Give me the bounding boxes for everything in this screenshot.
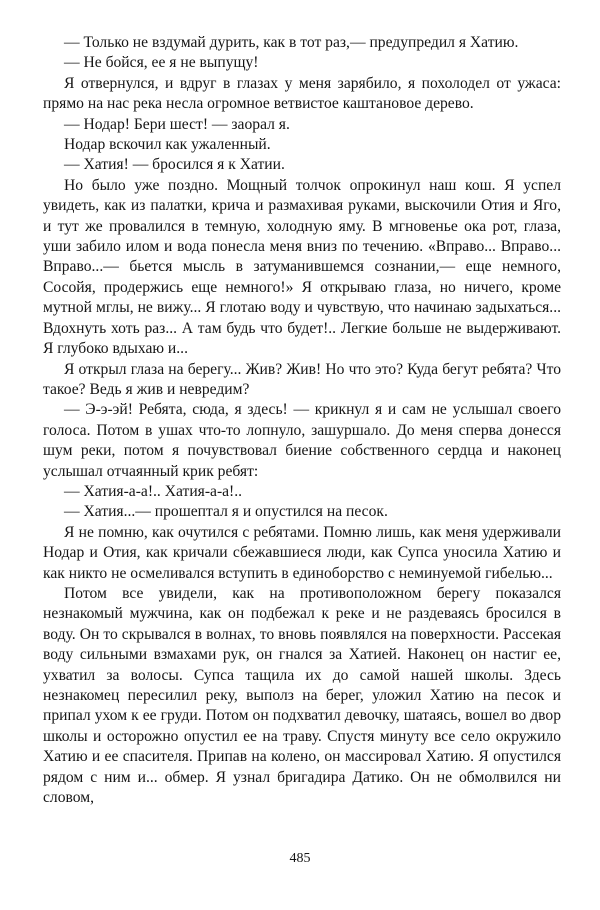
paragraph: Но было уже поздно. Мощный толчок опрокинул наш кош. Я успел увидеть, как из палатки, крича и размахивая руками, выскочили Отия и Яго, и тут же провалился в темную, холодную яму. В мгновенье ока рот, глаза, уши забило илом и вода понесла меня вниз по течению. «Вправо... Вправо... Вправо...— бьется мысль в затуманившемся сознании,— еще немного, Сосойя, продержись еще немного!» Я открываю глаза, но ничего, кроме мутной мглы, не вижу... Я глотаю воду и чувствую, что начинаю задыхаться... Вдохнуть хоть раз... А там будь что будет!.. Легкие больше не выдерживают. Я глубоко вдыхаю и... [43, 176, 561, 358]
paragraph: — Хатия! — бросился я к Хатии. [64, 156, 285, 174]
paragraph: Я открыл глаза на берегу... Жив? Жив! Но что это? Куда бегут ребята? Что такое? Ведь я жив и невредим? [43, 360, 561, 398]
paragraph: Нодар вскочил как ужаленный. [64, 136, 271, 154]
paragraph: — Э-э-эй! Ребята, сюда, я здесь! — крикнул я и сам не услышал своего голоса. Потом в ушах что-то лопнуло, зашуршало. До меня сперва донесся шум реки, потом я почувствовал биение собственного сердца и наконец услышал отчаянный крик ребят: [43, 401, 561, 480]
paragraph: Я не помню, как очутился с ребятами. Помню лишь, как меня удерживали Нодар и Отия, как кричали сбежавшиеся люди, как Супса уносила Хатию и как никто не осмеливался вступить в единоборство с неминуемой гибелью... [43, 523, 561, 582]
paragraph: — Хатия...— прошептал я и опустился на песок. [64, 503, 388, 521]
paragraph: — Нодар! Бери шест! — заорал я. [64, 115, 290, 133]
paragraph: — Не бойся, ее я не выпущу! [64, 54, 259, 72]
page-body [43, 33, 561, 808]
page-number: 485 [289, 851, 311, 866]
paragraph: — Только не вздумай дурить, как в тот раз,— предупредил я Хатию. [64, 34, 519, 51]
paragraph: Потом все увидели, как на противоположном берегу показался незнакомый мужчина, как он подбежал к реке и не раздеваясь бросился в воду. Он то скрывался в волнах, то вновь появлялся на поверхности. Рассекая воду сильными взмахами рук, он гнался за Хатией. Наконец он настиг ее, ухватил за волосы. Супса тащила их до самой нашей школы. Здесь незнакомец пересилил реку, выполз на берег, уложил Хатию на песок и припал ухом к ее груди. Потом он подхватил девочку, шатаясь, вошел во двор школы и осторожно опустил ее на траву. Спустя минуту все село окружило Хатию и ее спасителя. Припав на колено, он массировал Хатию. Я опустился рядом с ним и... обмер. Я узнал бригадира Датико. Он не обмолвился ни словом, [43, 584, 561, 807]
paragraph: — Хатия-а-а!.. Хатия-а-а!.. [64, 482, 243, 500]
paragraph: Я отвернулся, и вдруг в глазах у меня зарябило, я похолодел от ужаса: прямо на нас река несла огромное ветвистое каштановое дерево. [43, 74, 561, 113]
